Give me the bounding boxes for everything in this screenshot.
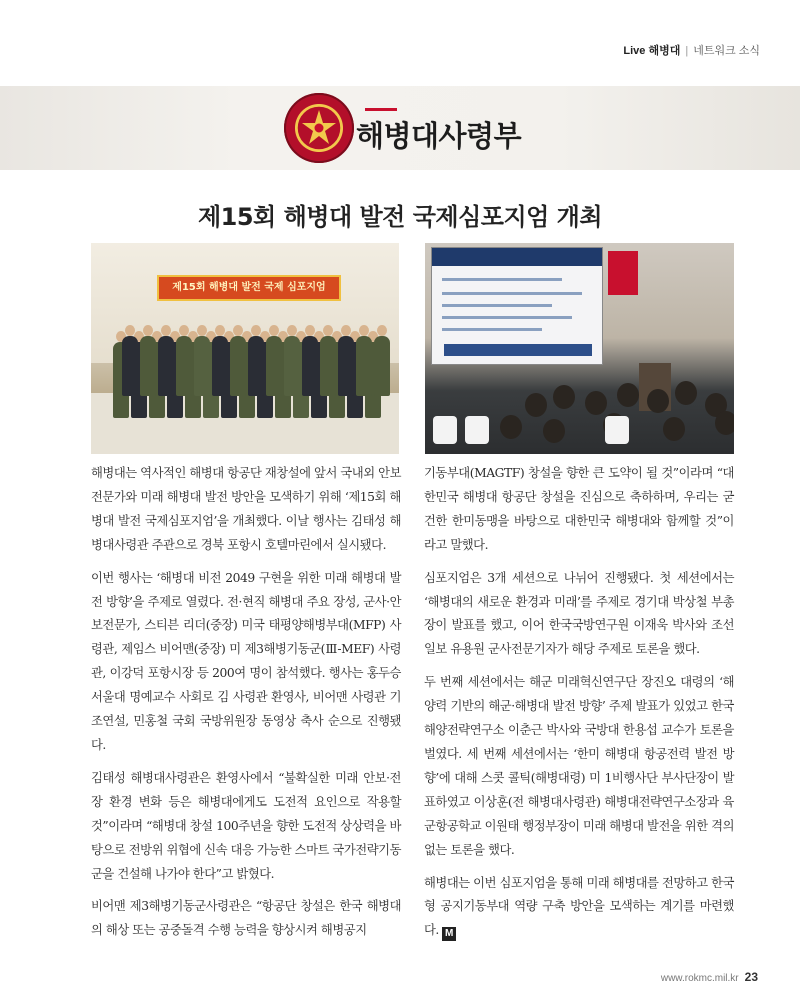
site-url: www.rokmc.mil.kr — [660, 973, 739, 984]
paragraph: 기동부대(MAGTF) 창설을 향한 큰 도약이 될 것”이라며 “대한민국 해병대 항공단 창설을 진심으로 축하하며, 우리는 굳건한 한미동맹을 바탕으로 대한민국 해병대와 함께할 것”이라고 말했다. — [424, 466, 734, 552]
presentation-screen — [431, 247, 603, 365]
audience-head — [500, 415, 522, 439]
org-banner — [0, 86, 800, 170]
closing-paragraph — [424, 872, 734, 944]
category-label: 네트워크 소식 — [693, 45, 760, 57]
section-nav — [623, 42, 760, 58]
attendee-figure — [176, 336, 192, 396]
attendee-figure — [320, 336, 336, 396]
attendee-figure — [158, 336, 174, 396]
section-label: Live 해병대 — [623, 45, 681, 57]
article-column-left — [91, 462, 401, 952]
audience-head — [663, 417, 685, 441]
attendee-head — [269, 325, 279, 336]
audience-head — [715, 411, 734, 435]
attendee-figure — [374, 336, 390, 396]
organization-title: 해병대사령부 — [356, 119, 522, 153]
article-title: 제15회 해병대 발전 국제심포지엄 개최 — [197, 203, 603, 231]
audience-head — [553, 385, 575, 409]
attendee-head — [179, 325, 189, 336]
attendee-head — [161, 325, 171, 336]
paragraph: 해병대는 역사적인 해병대 항공단 재창설에 앞서 국내외 안보전문가와 미래 해병대 발전 방안을 모색하기 위해 ‘제15회 해병대 발전 국제심포지엄’을 개최했다. 이날 행사는 김태성 해병대사령관 주관으로 경북 포항시 호텔마린에서 실시됐다. — [91, 466, 401, 552]
flag — [608, 251, 638, 295]
attendee-head — [287, 325, 297, 336]
audience-head — [647, 389, 669, 413]
attendee-figure — [302, 336, 318, 396]
closing-text: 해병대는 이번 심포지엄을 통해 미래 해병대를 전망하고 한국형 공지기동부대 역량 구축 방안을 모색하는 계기를 마련했다. — [424, 875, 734, 938]
attendee-figure — [266, 336, 282, 396]
attendee-figure — [140, 336, 156, 396]
attendee-figure — [230, 336, 246, 396]
attendee-head — [377, 325, 387, 336]
symposium-banner — [157, 275, 341, 301]
marine-corps-emblem-icon — [284, 93, 354, 163]
symposium-banner-text: 제15회 해병대 발전 국제 심포지엄 — [172, 282, 326, 293]
attendee-head — [359, 325, 369, 336]
audience-head — [585, 391, 607, 415]
attendee-figure — [212, 336, 228, 396]
article-column-right — [424, 462, 734, 952]
attendee-head — [143, 325, 153, 336]
attendee-head — [323, 325, 333, 336]
nav-separator: | — [685, 45, 689, 57]
attendee-head — [125, 325, 135, 336]
attendee-figure — [338, 336, 354, 396]
attendee-head — [215, 325, 225, 336]
attendee-figure — [248, 336, 264, 396]
audience-head — [525, 393, 547, 417]
session-photo — [425, 243, 734, 454]
attendee-figure — [122, 336, 138, 396]
attendee-figure — [284, 336, 300, 396]
attendee-figure — [356, 336, 372, 396]
group-photo — [91, 243, 399, 454]
paragraph: 김태성 해병대사령관은 환영사에서 “불확실한 미래 안보·전장 환경 변화 등은 해병대에게도 도전적 요인으로 작용할 것”이라며 “해병대 창설 100주년을 향한 도전적 상상력을 바탕으로 전방위 위협에 신속 대응 가능한 스마트 국가전략기동군을 건설해 나가야 한다”고 밝혔다. — [91, 770, 401, 881]
chair — [605, 416, 629, 444]
page-number: 23 — [744, 970, 758, 984]
audience-head — [617, 383, 639, 407]
attendee-head — [197, 325, 207, 336]
attendee-figure — [194, 336, 210, 396]
attendee-head — [341, 325, 351, 336]
end-mark-icon: M — [442, 927, 456, 941]
paragraph: 이번 행사는 ‘해병대 비전 2049 구현을 위한 미래 해병대 발전 방향’을 주제로 열렸다. 전·현직 해병대 주요 장성, 군사·안보전문가, 스티븐 리더(중장) 미국 태평양해병부대(MFP) 사령관, 제임스 비어맨(중장) 미 제3해병기동군(Ⅲ-MEF) 사령관, 이강덕 포항시장 등 200여 명이 참석했다. 행사는 홍두승 서울대 명예교수 사회로 김 사령관 환영사, 비어맨 사령관 기조연설, 민홍철 국회 국방위원장 동영상 축사 순으로 진행됐다. — [91, 570, 401, 752]
audience-head — [675, 381, 697, 405]
paragraph: 심포지엄은 3개 세션으로 나뉘어 진행됐다. 첫 세션에서는 ‘해병대의 새로운 환경과 미래’를 주제로 경기대 박상철 부총장이 발표를 했고, 이어 한국국방연구원 이재욱 박사와 조선일보 유용원 군사전문기자가 해당 주제로 토론을 했다. — [424, 570, 734, 657]
paragraph: 비어맨 제3해병기동군사령관은 “항공단 창설은 한국 해병대의 해상 또는 공중돌격 수행 능력을 향상시켜 해병공지 — [91, 899, 401, 938]
title-accent-bar — [365, 108, 397, 111]
attendee-head — [251, 325, 261, 336]
chair — [433, 416, 457, 444]
chair — [465, 416, 489, 444]
page-footer — [661, 968, 758, 986]
attendee-head — [305, 325, 315, 336]
audience-head — [543, 419, 565, 443]
paragraph: 두 번째 세션에서는 해군 미래혁신연구단 장진오 대령의 ‘해양력 기반의 해군·해병대 발전 방향’ 주제 발표가 있었고 한국해양전략연구소 이춘근 박사와 국방대 한용섭 교수가 토론을 벌였다. 세 번째 세션에서는 ‘한미 해병대 항공전력 발전 방향’에 대해 스콧 콜틱(해병대령) 미 1비행사단 부사단장이 발표하였고 이상훈(전 해병대사령관) 해병대전략연구소장과 육군항공학교 이원태 행정부장이 미래 해병대 발전을 위한 격의 없는 토론을 했다. — [424, 675, 734, 857]
attendee-head — [233, 325, 243, 336]
